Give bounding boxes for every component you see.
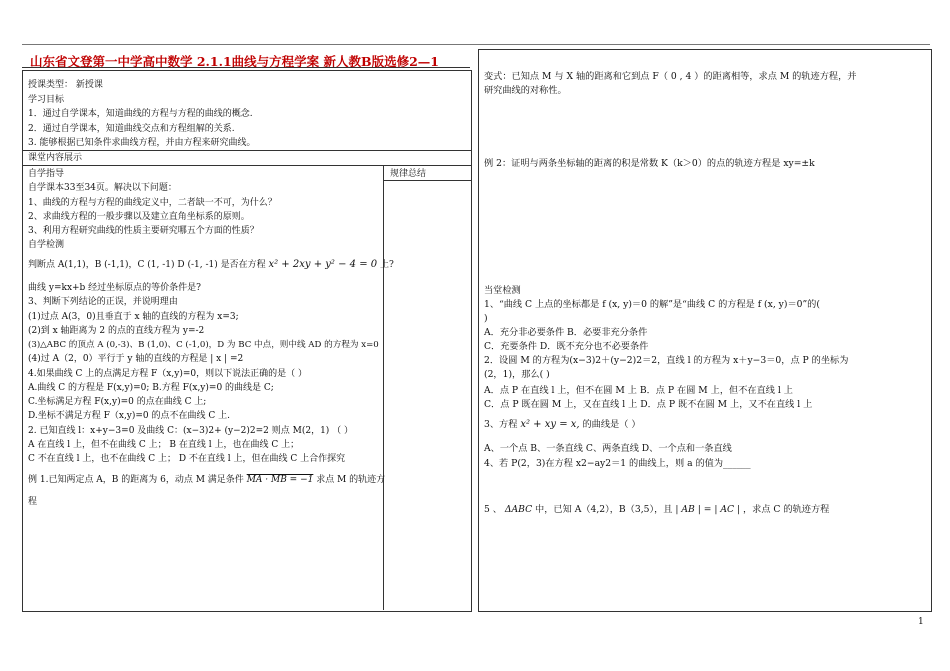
self-check-heading: 自学检测 xyxy=(28,240,65,250)
goal-item: 3. 能够根据已知条件求曲线方程，并由方程来研究曲线。 xyxy=(28,138,256,148)
process-heading: 课堂内容展示 xyxy=(28,153,83,163)
text-line: D.坐标不满足方程 F（x,y)=0 的点不在曲线 C 上. xyxy=(28,411,230,421)
text-line: (1)过点 A(3，0)且垂直于 x 轴的直线的方程为 x=3; xyxy=(28,312,239,322)
page-title: 山东省文登第一中学高中数学 2.1.1曲线与方程学案 新人教B版选修2—1 xyxy=(30,54,439,69)
test-line: (2，1)，那么( ) xyxy=(484,369,550,380)
q3-prefix: 3、方程 xyxy=(484,419,518,430)
test-line: 1、“曲线 C 上点的坐标都是 f (x, y)＝0 的解”是“曲线 C 的方程是 f (x, y)＝0”的( xyxy=(484,299,820,310)
column-divider xyxy=(383,165,384,610)
test-line: C．点 P 既在圆 M 上，又在直线 l 上 D．点 P 既不在圆 M 上，又不在直线 l 上 xyxy=(484,399,813,410)
q3-equation: x² + xy = x, xyxy=(520,419,580,430)
ex1-equation: MA · MB = −1 xyxy=(246,475,314,485)
text-line: 3、利用方程研究曲线的性质主要研究哪五个方面的性质？ xyxy=(28,226,259,236)
page-number: 1 xyxy=(918,617,924,627)
check-question-1 xyxy=(28,258,394,272)
q5-mid: 中，已知 A（4,2），B（3,5），且 xyxy=(535,504,673,515)
q1-prefix: 判断点 A(1,1)，B (-1,1)，C (1, -1) D (-1, -1) 是否在方程 xyxy=(28,260,266,270)
text-line: 1、曲线的方程与方程的曲线定义中，二者缺一不可，为什么？ xyxy=(28,198,277,208)
goal-item: 2．通过自学课本，知道曲线交点和方程组解的关系. xyxy=(28,124,235,134)
text-line: C.坐标满足方程 F(x,y)=0 的点在曲线 C 上; xyxy=(28,397,207,407)
variant-question: 变式：已知点 M 与 X 轴的距离和它到点 F（ 0 , 4 ）的距离相等，求点 M 的轨迹方程，并 xyxy=(484,71,857,82)
test-line: A．充分非必要条件 B．必要非充分条件 xyxy=(484,327,648,338)
q3-suffix: 的曲线是（ ） xyxy=(582,419,641,430)
q5-suffix: ，求点 C 的轨迹方程 xyxy=(742,504,830,515)
text-line: 自学课本33至34页。解决以下问题： xyxy=(28,183,177,193)
text-line: 曲线 y=kx+b 经过坐标原点的等价条件是? xyxy=(28,283,202,293)
text-line: (4)过 A（2，0）平行于 y 轴的直线的方程是 | x | =2 xyxy=(28,354,244,364)
text-line: (3)△ABC 的顶点 A (0,-3)、B (1,0)、C (-1,0)，D 为 BC 中点，则中线 AD 的方程为 x=0 xyxy=(28,340,379,350)
header-rule xyxy=(22,44,930,45)
text-line: 2、求曲线方程的一般步骤以及建立直角坐标系的原则。 xyxy=(28,212,250,222)
text-line: 3、判断下列结论的正误，并说明理由 xyxy=(28,297,178,307)
divider xyxy=(22,165,471,166)
self-study-heading: 自学指导 xyxy=(28,169,65,179)
test-line: C．充要条件 D．既不充分也不必要条件 xyxy=(484,341,649,352)
example-1-cont: 程 xyxy=(28,497,38,507)
q1-equation: x² + 2xy + y² − 4 = 0 xyxy=(268,259,378,270)
q1-suffix: 上? xyxy=(380,260,394,270)
test-line: 4、若 P(2，3)在方程 x2−ay2＝1 的曲线上，则 a 的值为______ xyxy=(484,458,751,469)
text-line: (2)到 x 轴距离为 2 的点的直线方程为 y=-2 xyxy=(28,326,205,336)
text-line: A.曲线 C 的方程是 F(x,y)=0; B.方程 F(x,y)=0 的曲线是 C; xyxy=(28,383,274,393)
test-line: A．点 P 在直线 l 上，但不在圆 M 上 B．点 P 在圆 M 上，但不在直线 l 上 xyxy=(484,385,793,396)
goal-item: 1．通过自学课本，知道曲线的方程与方程的曲线的概念. xyxy=(28,109,253,119)
ex1-suffix: 求点 M 的轨迹方 xyxy=(316,475,386,485)
divider xyxy=(383,180,471,181)
text-line: 4.如果曲线 C 上的点满足方程 F（x,y)=0，则以下说法正确的是（ ） xyxy=(28,369,307,379)
example-1 xyxy=(28,474,385,487)
test-question-3 xyxy=(484,418,641,431)
test-line: 2．设圆 M 的方程为(x−3)2＋(y−2)2＝2，直线 l 的方程为 x＋y−3＝0，点 P 的坐标为 xyxy=(484,355,849,366)
text-line: C 不在直线 l 上，也不在曲线 C 上； D 不在直线 l 上，但在曲线 C 上合作探究 xyxy=(28,454,346,464)
goals-heading: 学习目标 xyxy=(28,95,65,105)
test-heading: 当堂检测 xyxy=(484,285,521,296)
q5-equation: | AB | = | AC | xyxy=(675,504,741,515)
title-underline xyxy=(22,67,470,68)
ex1-prefix: 例 1.已知两定点 A，B 的距离为 6，动点 M 满足条件 xyxy=(28,475,244,485)
test-question-5 xyxy=(484,503,829,516)
text-line: A 在直线 l 上，但不在曲线 C 上； B 在直线 l 上，也在曲线 C 上； xyxy=(28,440,300,450)
course-type: 授课类型： 新授课 xyxy=(28,80,103,90)
example-2: 例 2：证明与两条坐标轴的距离的积是常数 K（k＞0）的点的轨迹方程是 xy=±k xyxy=(484,158,815,169)
q5-triangle: ΔABC xyxy=(504,504,533,515)
test-line: A、一个点 B、一条直线 C、两条直线 D、一个点和一条直线 xyxy=(484,443,732,454)
variant-question-cont: 研究曲线的对称性。 xyxy=(484,85,567,96)
text-line: 2. 已知直线 l：x+y−3=0 及曲线 C：(x−3)2+ (y−2)2=2 则点 M(2，1) （ ） xyxy=(28,426,354,436)
q5-prefix: 5 、 xyxy=(484,504,502,515)
rule-summary-heading: 规律总结 xyxy=(390,169,427,179)
divider xyxy=(22,150,471,151)
test-line: ) xyxy=(484,313,488,324)
